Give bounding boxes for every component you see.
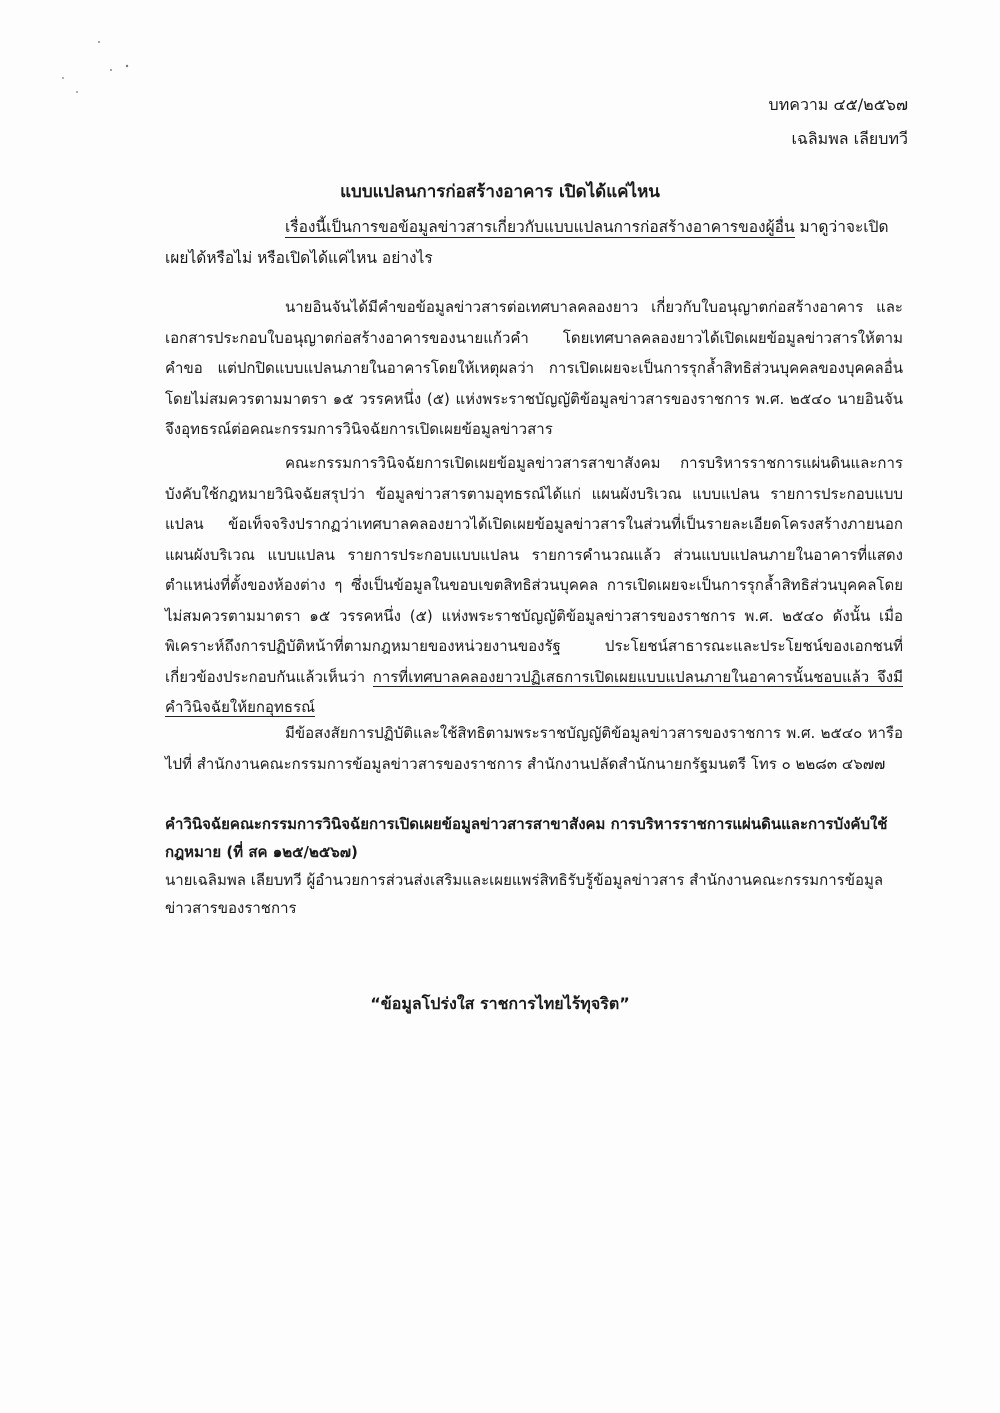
lead-underlined-text: เรื่องนี้เป็นการขอข้อมูลข่าวสารเกี่ยวกับแบบแปลนการก่อสร้างอาคารของผู้อื่น <box>285 218 795 236</box>
ruling-reference: คำวินิจฉัยคณะกรรมการวินิจฉัยการเปิดเผยข้อมูลข่าวสารสาขาสังคม การบริหารราชการแผ่นดินและการบังคับใช้กฎหมาย (ที่ สค ๑๒๕/๒๕๖๗) <box>165 815 888 861</box>
document-header <box>769 88 908 156</box>
lead-paragraph <box>165 212 905 274</box>
scan-specks <box>55 38 145 98</box>
article-number: บทความ ๔๕/๒๕๖๗ <box>768 95 908 114</box>
author-line: นายเฉลิมพล เลียบทวี ผู้อำนวยการส่วนส่งเสริมและเผยแพร่สิทธิรับรู้ข้อมูลข่าวสาร สำนักงานคณะกรรมการข้อมูลข่าวสารของราชการ <box>165 871 884 917</box>
lead-rest-text: มาดูว่าจะเปิดเผยได้หรือไม่ หรือเปิดได้แค่ไหน อย่างไร <box>165 218 889 267</box>
document-title: แบบแปลนการก่อสร้างอาคาร เปิดได้แค่ไหน <box>340 182 660 202</box>
paragraph-decision-conclusion: การที่เทศบาลคลองยาวปฏิเสธการเปิดเผยแบบแปลนภายในอาคารนั้นชอบแล้ว จึงมีคำวินิจฉัยให้ยกอุทธรณ์ <box>165 667 903 716</box>
paragraph-decision-text: คณะกรรมการวินิจฉัยการเปิดเผยข้อมูลข่าวสารสาขาสังคม การบริหารราชการแผ่นดินและการบังคับใช้กฎหมายวินิจฉัยสรุปว่า ข้อมูลข่าวสารตามอุทธรณ์ได้แก่ แผนผังบริเวณ แบบแปลน รายการประกอบแบบแปลน ข้อเท็จจริงปรากฏว่าเทศบาลคลองยาวได้เปิดเผยข้อมูลข่าวสารในส่วนที่เป็นรายละเอียดโครงสร้างภายนอก แผนผังบริเวณ แบบแปลน รายการประกอบแบบแปลน รายการคำนวณแล้ว ส่วนแบบแปลนภายในอาคารที่แสดงตำแหน่งที่ตั้งของห้องต่าง ๆ ซึ่งเป็นข้อมูลในขอบเขตสิทธิส่วนบุคคล การเปิดเผยจะเป็นการรุกล้ำสิทธิส่วนบุคคลโดยไม่สมควรตามมาตรา ๑๕ วรรคหนึ่ง (๕) แห่งพระราชบัญญัติข้อมูลข่าวสารของราชการ พ.ศ. ๒๕๔๐ ดังนั้น เมื่อพิเคราะห์ถึงการปฏิบัติหน้าที่ตามกฎหมายของหน่วยงานของรัฐ ประโยชน์สาธารณะและประโยชน์ของเอกชนที่เกี่ยวข้องประกอบกันแล้วเห็นว่า <box>165 454 903 686</box>
paragraph-contact-text: มีข้อสงสัยการปฏิบัติและใช้สิทธิตามพระราชบัญญัติข้อมูลข่าวสารของราชการ พ.ศ. ๒๕๔๐ หารือไปที่ สำนักงานคณะกรรมการข้อมูลข่าวสารของราชการ สำนักงานปลัดสำนักนายกรัฐมนตรี โทร ๐ ๒๒๘๓ ๔๖๗๗ <box>165 724 903 773</box>
header-author: เฉลิมพล เลียบทวี <box>791 129 908 148</box>
paragraph-contact <box>165 718 903 779</box>
paragraph-request <box>165 292 903 445</box>
paragraph-request-text: นายอินจันได้มีคำขอข้อมูลข่าวสารต่อเทศบาลคลองยาว เกี่ยวกับใบอนุญาตก่อสร้างอาคาร และเอกสารประกอบใบอนุญาตก่อสร้างอาคารของนายแก้วคำ โดยเทศบาลคลองยาวได้เปิดเผยข้อมูลข่าวสารให้ตามคำขอ แต่ปกปิดแบบแปลนภายในอาคารโดยให้เหตุผลว่า การเปิดเผยจะเป็นการรุกล้ำสิทธิส่วนบุคคลของบุคคลอื่นโดยไม่สมควรตามมาตรา ๑๕ วรรคหนึ่ง (๕) แห่งพระราชบัญญัติข้อมูลข่าวสารของราชการ พ.ศ. ๒๕๔๐ นายอินจันจึงอุทธรณ์ต่อคณะกรรมการวินิจฉัยการเปิดเผยข้อมูลข่าวสาร <box>165 298 903 438</box>
slogan: “ข้อมูลโปร่งใส ราชการไทยไร้ทุจริต” <box>370 994 630 1013</box>
paragraph-decision <box>165 448 903 723</box>
